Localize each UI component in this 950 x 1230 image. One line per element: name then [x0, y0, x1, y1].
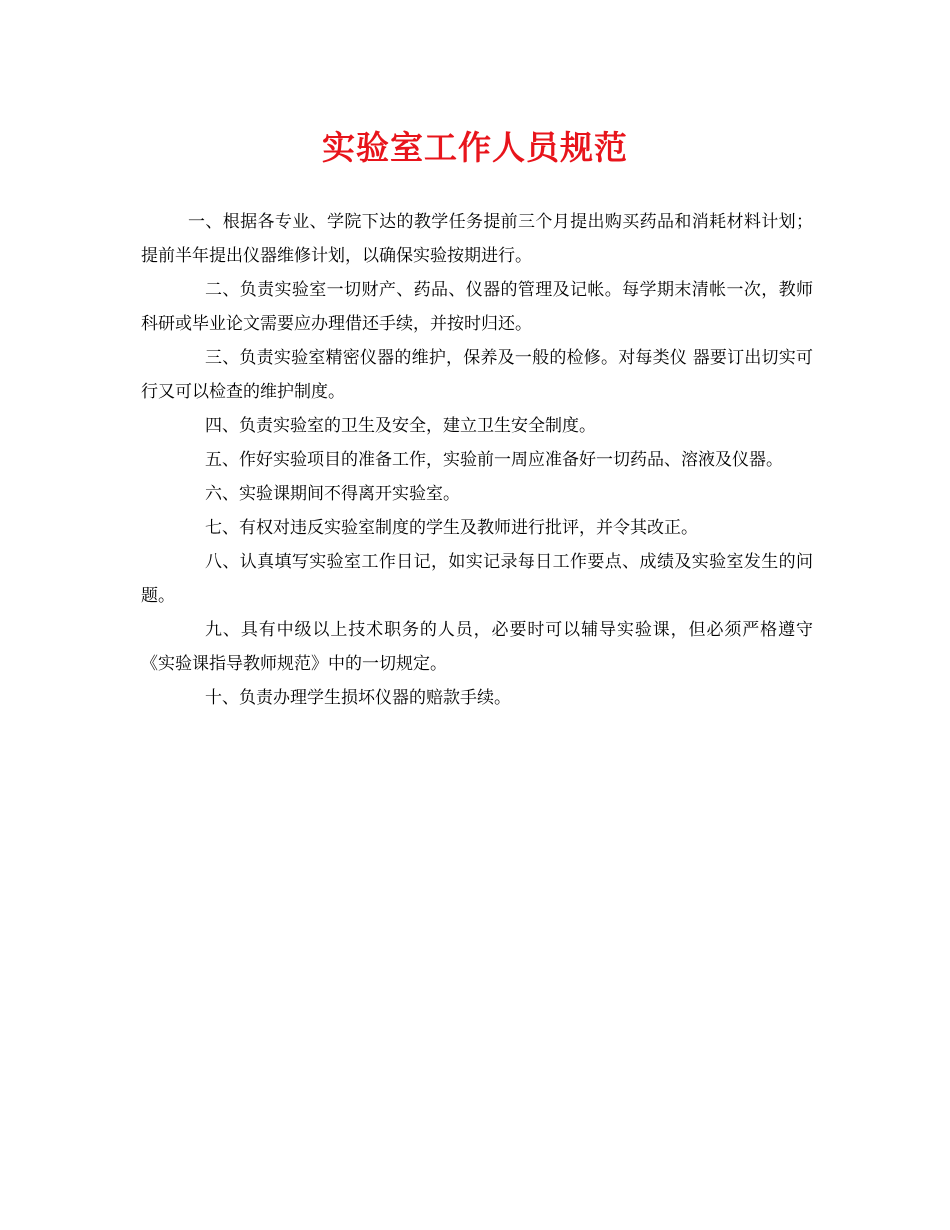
paragraph-10: 十、负责办理学生损坏仪器的赔款手续。 [205, 688, 511, 708]
paragraph-7: 七、有权对违反实验室制度的学生及教师进行批评，并令其改正。 [205, 518, 698, 538]
paragraph-4: 四、负责实验室的卫生及安全，建立卫生安全制度。 [205, 416, 596, 436]
paragraph-9: 九、具有中级以上技术职务的人员，必要时可以辅导实验课，但必须严格遵守 《实验课指导教师规范》中的一切规定。 [141, 620, 813, 674]
paragraph-8: 八、认真填写实验室工作日记，如实记录每日工作要点、成绩及实验室发生的问题。 [141, 552, 813, 606]
document-body [141, 205, 813, 715]
paragraph-1: 一、根据各专业、学院下达的教学任务提前三个月提出购买药品和消耗材料计划；提前半年提出仪器维修计划，以确保实验按期进行。 [141, 212, 813, 266]
paragraph-2: 二、负责实验室一切财产、药品、仪器的管理及记帐。每学期末清帐一次，教师科研或毕业论文需要应办理借还手续，并按时归还。 [141, 280, 813, 334]
document-title: 实验室工作人员规范 [322, 128, 628, 167]
paragraph-5: 五、作好实验项目的准备工作，实验前一周应准备好一切药品、溶液及仪器。 [205, 450, 783, 470]
paragraph-6: 六、实验课期间不得离开实验室。 [205, 484, 460, 504]
paragraph-3: 三、负责实验室精密仪器的维护，保养及一般的检修。对每类仪 器要订出切实可行又可以检查的维护制度。 [141, 348, 813, 402]
